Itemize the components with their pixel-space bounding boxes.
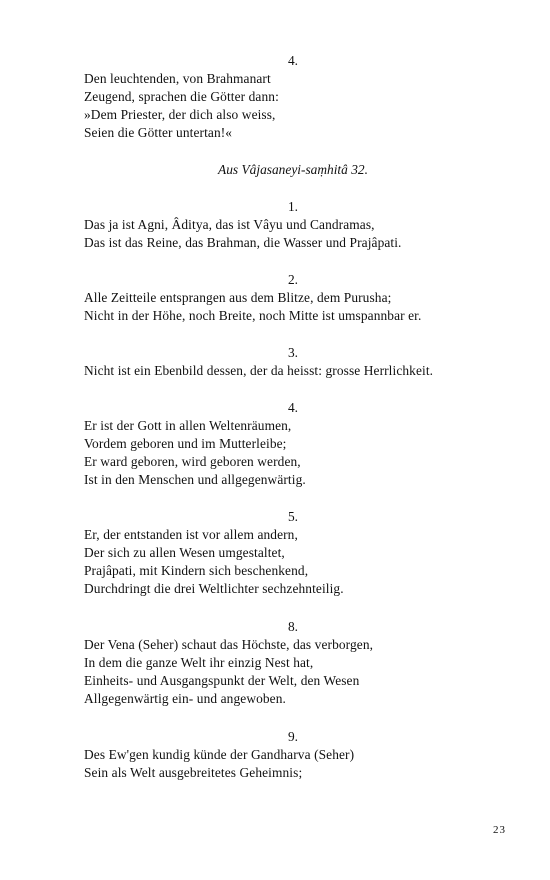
stanza-number: 8. [287, 619, 299, 634]
stanza-number: 9. [287, 729, 299, 744]
verse-line: In dem die ganze Welt ihr einzig Nest hat, [84, 655, 314, 670]
stanza-number: 2. [287, 272, 299, 287]
verse-line: Er ward geboren, wird geboren werden, [84, 454, 301, 469]
verse-line: Vordem geboren und im Mutterleibe; [84, 436, 287, 451]
verse-line: Der Vena (Seher) schaut das Höchste, das verborgen, [84, 637, 374, 652]
verse-line: Ist in den Menschen und allgegenwärtig. [84, 472, 306, 487]
verse-line: Er ist der Gott in allen Weltenräumen, [84, 418, 292, 433]
verse-line: Einheits- und Ausgangspunkt der Welt, den Wesen [84, 673, 360, 688]
verse-line: Seien die Götter untertan!« [84, 125, 233, 140]
section-heading: Aus Vâjasaneyi-saṃhitâ 32. [218, 162, 368, 177]
stanza-number: 3. [287, 345, 299, 360]
verse-line: Das ja ist Agni, Âditya, das ist Vâyu und Candramas, [84, 217, 375, 232]
verse-line: Zeugend, sprachen die Götter dann: [84, 89, 279, 104]
verse-line: Das ist das Reine, das Brahman, die Wasser und Prajâpati. [84, 235, 402, 250]
verse-line: Der sich zu allen Wesen umgestaltet, [84, 545, 285, 560]
verse-line: Prajâpati, mit Kindern sich beschenkend, [84, 563, 309, 578]
verse-line: Sein als Welt ausgebreitetes Geheimnis; [84, 765, 303, 780]
stanza-number: 4. [287, 53, 299, 68]
stanza-number: 4. [287, 400, 299, 415]
verse-line: »Dem Priester, der dich also weiss, [84, 107, 276, 122]
page-number: 23 [493, 824, 506, 836]
verse-line: Nicht in der Höhe, noch Breite, noch Mitte ist umspannbar er. [84, 308, 422, 323]
verse-line: Den leuchtenden, von Brahmanart [84, 71, 271, 86]
verse-line: Allgegenwärtig ein- und angewoben. [84, 691, 286, 706]
stanza-number: 1. [287, 199, 299, 214]
stanza-number: 5. [287, 509, 299, 524]
verse-line: Er, der entstanden ist vor allem andern, [84, 527, 298, 542]
verse-line: Des Ew'gen kundig künde der Gandharva (Seher) [84, 747, 355, 762]
verse-line: Nicht ist ein Ebenbild dessen, der da heisst: grosse Herrlichkeit. [84, 363, 434, 378]
verse-line: Durchdringt die drei Weltlichter sechzehnteilig. [84, 581, 344, 596]
verse-line: Alle Zeitteile entsprangen aus dem Blitze, dem Purusha; [84, 290, 392, 305]
